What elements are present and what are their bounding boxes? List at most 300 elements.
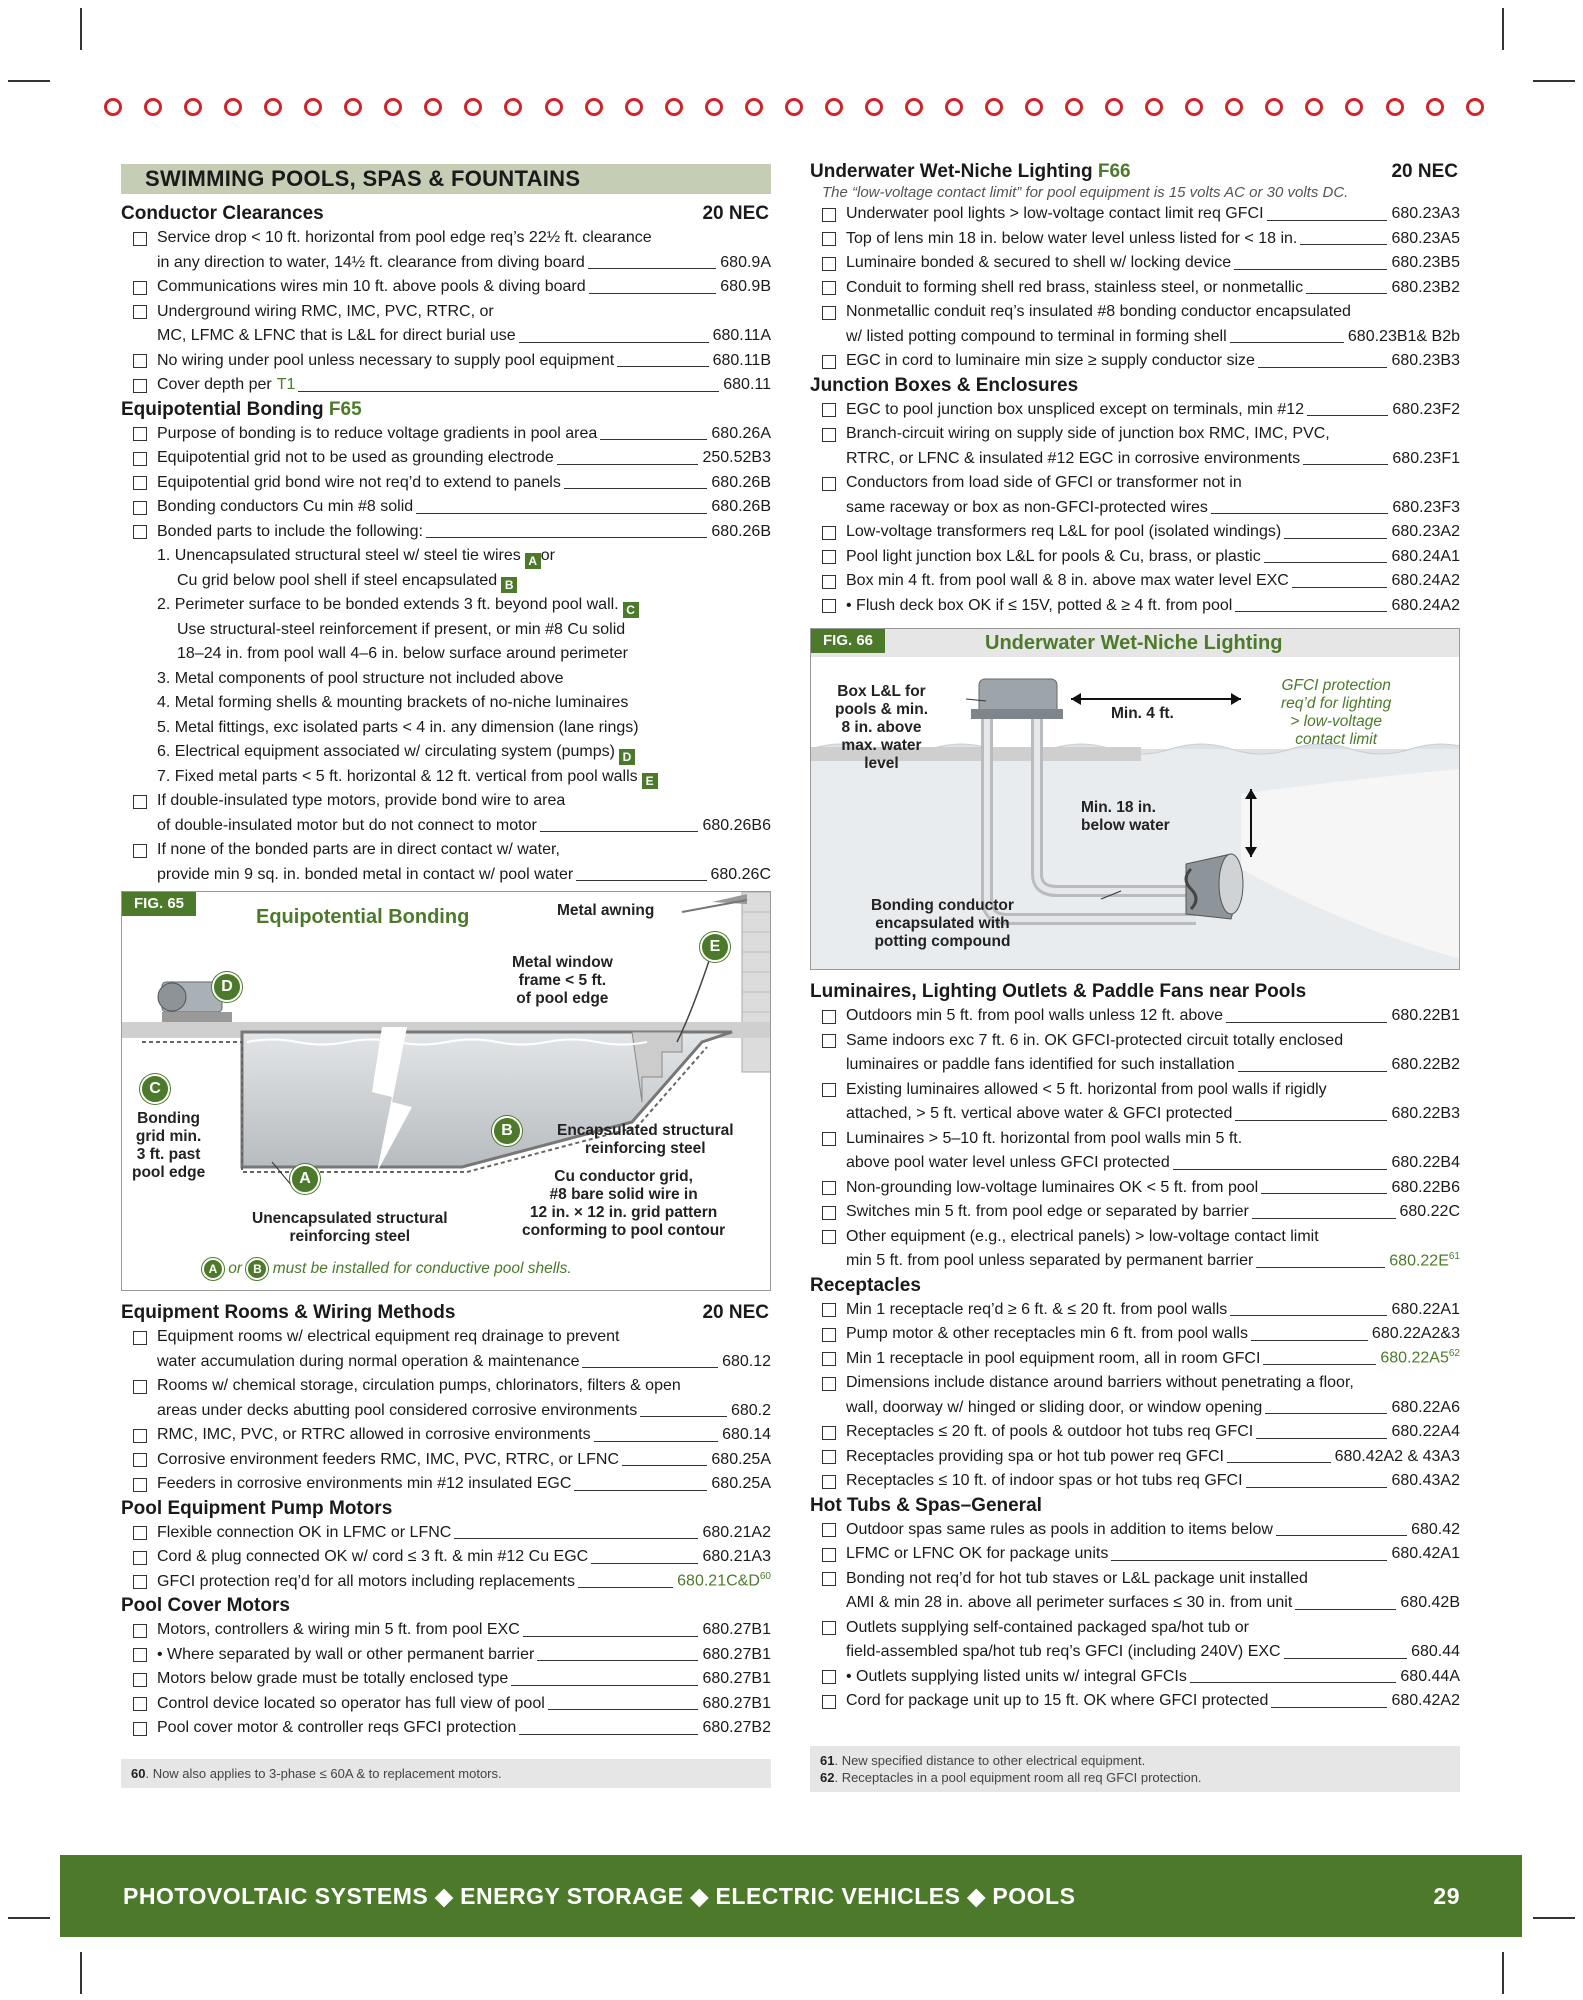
code-reference	[677, 1565, 771, 1594]
item-text: Corrosive environment feeders RMC, IMC, PVC, RTRC, or LFNC	[157, 1450, 620, 1468]
code-reference	[1400, 1665, 1460, 1690]
checkbox[interactable]	[822, 1572, 836, 1586]
leader-line	[1190, 1682, 1397, 1683]
section-title-pump: Pool Equipment Pump Motors	[121, 1497, 393, 1519]
code-reference	[711, 1472, 771, 1497]
item-text: attached, > 5 ft. vertical above water & GFCI protected	[846, 1105, 1233, 1122]
footer-title: PHOTOVOLTAIC SYSTEMS ◆ ENERGY STORAGE ◆ ELECTRIC VEHICLES ◆ POOLS	[123, 1883, 1076, 1909]
leader-line	[589, 293, 717, 294]
checklist-row	[121, 471, 771, 496]
binder-ring	[304, 98, 322, 116]
receptacles-list	[810, 1298, 1460, 1494]
code-reference-text: 680.24A2	[1391, 596, 1460, 614]
code-reference	[1391, 1420, 1460, 1445]
code-reference-text: 680.27B1	[702, 1670, 771, 1687]
label-min-18in: Min. 18 in. below water	[1081, 799, 1170, 834]
item-text: 1. Unencapsulated structural steel w/ steel tie wires	[157, 547, 521, 564]
code-reference-text: 680.22B4	[1391, 1154, 1460, 1171]
footnote-ref: 61	[1448, 1250, 1460, 1262]
checkbox[interactable]	[822, 1695, 836, 1709]
checkbox[interactable]	[133, 281, 147, 295]
code-reference-text: 680.24A2	[1391, 572, 1460, 589]
code-reference	[731, 1399, 771, 1424]
checkbox[interactable]	[133, 1478, 147, 1492]
item-text: Service drop < 10 ft. horizontal from pool edge req’s 22½ ft. clearance	[157, 229, 652, 246]
checklist-row	[810, 1102, 1460, 1127]
code-reference-text: 680.42A2	[1391, 1692, 1460, 1709]
crop-mark	[1533, 80, 1575, 82]
item-text: • Outlets supplying listed units w/ integral GFCIs	[846, 1667, 1187, 1685]
checkbox[interactable]	[822, 257, 836, 271]
leader-line	[1246, 1487, 1388, 1488]
checklist-row	[121, 789, 771, 814]
footnote	[820, 1752, 1450, 1769]
leader-line	[540, 831, 699, 832]
checklist-row	[810, 422, 1460, 447]
checkbox[interactable]	[133, 1673, 147, 1687]
leader-line	[1211, 513, 1388, 514]
checkbox[interactable]	[133, 795, 147, 809]
junction-list	[810, 398, 1460, 619]
code-reference	[1391, 349, 1460, 374]
item-text: Cord & plug connected OK w/ cord ≤ 3 ft. & min #12 Cu EGC	[157, 1548, 589, 1565]
checklist-row	[121, 691, 771, 716]
label-bonding-conductor: Bonding conductor encapsulated with potting compound	[871, 897, 1014, 950]
figure-tab: FIG. 65	[122, 892, 196, 916]
code-reference-text: 680.25A	[711, 1475, 771, 1492]
item-text: provide min 9 sq. in. bonded metal in contact w/ pool water	[157, 865, 574, 883]
checklist-row	[810, 1445, 1460, 1470]
checkbox[interactable]	[822, 1450, 836, 1464]
binder-ring	[1386, 98, 1404, 116]
code-reference	[1391, 1004, 1460, 1029]
checkbox[interactable]	[822, 428, 836, 442]
checklist-row	[810, 594, 1460, 619]
checkbox[interactable]	[133, 844, 147, 858]
leader-line	[548, 1709, 699, 1710]
checkbox[interactable]	[822, 1206, 836, 1220]
item-text: Dimensions include distance around barriers without penetrating a floor,	[846, 1374, 1354, 1391]
footnote	[820, 1769, 1450, 1786]
checklist-row	[810, 1542, 1460, 1567]
checkbox[interactable]	[133, 452, 147, 466]
leader-line	[1230, 1315, 1387, 1316]
item-text: 5. Metal fittings, exc isolated parts < 4 in. any dimension (lane rings)	[157, 718, 639, 736]
checkbox[interactable]	[822, 575, 836, 589]
checkbox[interactable]	[822, 306, 836, 320]
page-number: 29	[1433, 1883, 1460, 1909]
checklist-row	[121, 1399, 771, 1424]
checkbox[interactable]	[822, 1523, 836, 1537]
code-reference-text: 680.21C&D	[677, 1572, 760, 1590]
leader-line	[640, 1416, 727, 1417]
code-reference	[711, 471, 771, 496]
code-reference	[1391, 251, 1460, 276]
checkbox[interactable]	[822, 1010, 836, 1024]
checklist-row	[810, 1151, 1460, 1176]
item-text: areas under decks abutting pool considered corrosive environments	[157, 1401, 638, 1419]
checklist-row	[810, 1004, 1460, 1029]
code-reference-text: 680.26B	[711, 522, 771, 540]
leader-line	[600, 439, 707, 440]
checkbox[interactable]	[822, 1034, 836, 1048]
checkbox[interactable]	[822, 232, 836, 246]
item-text: Flexible connection OK in LFMC or LFNC	[157, 1523, 452, 1541]
checklist-row	[121, 1618, 771, 1643]
crop-mark	[8, 80, 50, 82]
code-reference-text: 680.23F3	[1392, 498, 1460, 516]
marker-a: A	[290, 1164, 320, 1194]
checkbox[interactable]	[133, 1722, 147, 1736]
code-reference	[1391, 1151, 1460, 1176]
checklist-row	[810, 1176, 1460, 1201]
section-title-equipment: Equipment Rooms & Wiring Methods 20 NEC	[121, 1302, 769, 1323]
item-text: Low-voltage transformers req L&L for pool (isolated windings)	[846, 523, 1282, 540]
leader-line	[1276, 1535, 1407, 1536]
checkbox[interactable]	[133, 1453, 147, 1467]
checklist-row	[810, 1298, 1460, 1323]
checkbox[interactable]	[822, 1083, 836, 1097]
checkbox[interactable]	[822, 1328, 836, 1342]
code-reference-text: 680.12	[722, 1352, 771, 1370]
item-text: RMC, IMC, PVC, or RTRC allowed in corrosive environments	[157, 1426, 591, 1443]
item-text: 4. Metal forming shells & mounting brackets of no-niche luminaires	[157, 694, 629, 711]
code-reference-text: 680.21A2	[702, 1523, 771, 1541]
checkbox[interactable]	[133, 525, 147, 539]
checkbox[interactable]	[133, 427, 147, 441]
code-reference-text: 680.22B2	[1391, 1056, 1460, 1073]
code-reference-text: 680.22B3	[1391, 1105, 1460, 1122]
code-reference	[723, 373, 771, 398]
binder-ring	[224, 98, 242, 116]
figure-caption: A or B must be installed for conductive pool shells.	[202, 1258, 572, 1280]
checkbox[interactable]	[822, 1132, 836, 1146]
checkbox[interactable]	[133, 1551, 147, 1565]
leader-line	[1251, 1340, 1368, 1341]
checklist-row	[810, 1469, 1460, 1494]
checkbox[interactable]	[133, 354, 147, 368]
code-reference-text: 680.2	[730, 1401, 771, 1419]
item-text: of double-insulated motor but do not connect to motor	[157, 816, 537, 834]
footnote-ref: 60	[759, 1571, 771, 1583]
leader-line	[1265, 1413, 1387, 1414]
checkbox[interactable]	[822, 550, 836, 564]
checklist-row	[810, 1591, 1460, 1616]
footnote-number: 62	[820, 1769, 835, 1785]
checklist-row	[121, 863, 771, 888]
item-text: Nonmetallic conduit req’s insulated #8 bonding conductor encapsulated	[846, 303, 1351, 320]
checkbox[interactable]	[822, 1230, 836, 1244]
item-text: No wiring under pool unless necessary to supply pool equipment	[157, 351, 615, 369]
item-text: MC, LFMC & LFNC that is L&L for direct burial use	[157, 327, 516, 344]
item-text: 6. Electrical equipment associated w/ circulating system (pumps)	[157, 743, 615, 760]
code-reference	[722, 1423, 771, 1448]
code-reference-text: 680.23B5	[1391, 254, 1460, 271]
checkbox[interactable]	[133, 1429, 147, 1443]
checkbox[interactable]	[133, 1575, 147, 1589]
checklist-row	[121, 1570, 771, 1595]
leader-line	[1292, 587, 1388, 588]
checkbox[interactable]	[822, 526, 836, 540]
code-reference-text: 680.23B2	[1391, 278, 1460, 296]
marker-e: E	[700, 932, 730, 962]
footnote-number: 61	[820, 1752, 835, 1768]
code-reference	[722, 1350, 771, 1375]
binder-ring	[504, 98, 522, 116]
binder-ring	[585, 98, 603, 116]
item-text: EGC in cord to luminaire min size ≥ supply conductor size	[846, 352, 1255, 369]
crop-mark	[1502, 8, 1504, 50]
item-text: Pump motor & other receptacles min 6 ft. from pool walls	[846, 1325, 1248, 1342]
checklist-row	[810, 1518, 1460, 1543]
checklist-row	[121, 1350, 771, 1375]
binder-ring	[1145, 98, 1163, 116]
checklist-row	[121, 716, 771, 741]
figure-65	[121, 891, 771, 1291]
item-text: water accumulation during normal operation & maintenance	[157, 1352, 580, 1370]
item-text: Min 1 receptacle in pool equipment room, all in room GFCI	[846, 1349, 1261, 1367]
item-text: • Flush deck box OK if ≤ 15V, potted & ≥ 4 ft. from pool	[846, 596, 1233, 614]
checklist-row	[810, 1371, 1460, 1396]
item-text: AMI & min 28 in. above all perimeter surfaces ≤ 30 in. from unit	[846, 1594, 1293, 1611]
code-reference	[1391, 594, 1460, 619]
footnote-number: 60	[131, 1765, 146, 1781]
section-title-bonding: Equipotential Bonding F65	[121, 398, 362, 420]
checklist-row	[121, 1667, 771, 1692]
binder-ring	[104, 98, 122, 116]
code-reference	[1391, 1053, 1460, 1078]
checkbox[interactable]	[133, 1380, 147, 1394]
checkbox[interactable]	[133, 305, 147, 319]
code-reference	[1348, 325, 1460, 350]
code-reference-text: 680.23A2	[1391, 523, 1460, 540]
leader-line	[1227, 1462, 1331, 1463]
label-metal-awning: Metal awning	[557, 902, 655, 919]
checklist-row	[810, 569, 1460, 594]
code-reference-text: 680.22E	[1389, 1252, 1449, 1269]
marker-b: B	[246, 1258, 268, 1280]
item-text: Underground wiring RMC, IMC, PVC, RTRC, or	[157, 302, 494, 320]
checkbox[interactable]	[822, 355, 836, 369]
checklist-row	[810, 1127, 1460, 1152]
binder-ring	[1466, 98, 1484, 116]
code-reference	[702, 1618, 771, 1643]
code-reference-text: 680.22A5	[1380, 1349, 1449, 1367]
leader-line	[1263, 1364, 1376, 1365]
code-reference-text: 680.44A	[1400, 1667, 1460, 1685]
checklist-row	[810, 1420, 1460, 1445]
binder-ring	[625, 98, 643, 116]
binder-ring	[184, 98, 202, 116]
checkbox[interactable]	[822, 1670, 836, 1684]
item-text: Same indoors exc 7 ft. 6 in. OK GFCI-protected circuit totally enclosed	[846, 1031, 1344, 1049]
checkbox[interactable]	[133, 1624, 147, 1638]
equipment-list	[121, 1325, 771, 1497]
checkbox[interactable]	[133, 232, 147, 246]
footnote	[131, 1765, 761, 1782]
code-reference	[713, 349, 771, 374]
checkbox[interactable]	[822, 1377, 836, 1391]
binder-ring	[1225, 98, 1243, 116]
item-text: Outdoor spas same rules as pools in addition to items below	[846, 1520, 1273, 1538]
figure-tab: FIG. 66	[811, 629, 885, 653]
section-title-cover: Pool Cover Motors	[121, 1595, 290, 1616]
leader-line	[574, 1490, 707, 1491]
checkbox[interactable]	[133, 379, 147, 393]
leader-line	[1238, 1071, 1388, 1072]
checklist-row	[121, 593, 771, 618]
leader-line	[416, 513, 707, 514]
checklist-row	[121, 814, 771, 839]
code-reference-text: 680.22B1	[1391, 1007, 1460, 1024]
leader-line	[454, 1538, 698, 1539]
leader-line	[1303, 464, 1388, 465]
footnote-text: . New specified distance to other electrical equipment.	[834, 1752, 1146, 1768]
leader-line	[1234, 269, 1387, 270]
item-text: w/ listed potting compound to terminal in forming shell	[846, 327, 1227, 345]
leader-line	[564, 488, 708, 489]
label-min-4ft: Min. 4 ft.	[1111, 705, 1174, 722]
item-text: Box min 4 ft. from pool wall & 8 in. above max water level EXC	[846, 572, 1289, 589]
item-text: Receptacles ≤ 20 ft. of pools & outdoor hot tubs req GFCI	[846, 1423, 1254, 1440]
label-unencapsulated: Unencapsulated structural reinforcing steel	[252, 1210, 448, 1245]
item-text: Pool cover motor & controller reqs GFCI protection	[157, 1719, 517, 1736]
checkbox[interactable]	[822, 1181, 836, 1195]
code-reference-text: 680.22C	[1399, 1203, 1460, 1220]
right-column	[810, 160, 1460, 1792]
checklist-row	[121, 251, 771, 276]
checklist-row	[121, 349, 771, 374]
item-text: Motors below grade must be totally enclosed type	[157, 1670, 509, 1687]
checklist-row	[810, 496, 1460, 521]
checkbox[interactable]	[133, 476, 147, 490]
code-reference	[702, 446, 771, 471]
code-reference	[1400, 1200, 1461, 1225]
checklist-row	[810, 1029, 1460, 1054]
checklist-row	[810, 1053, 1460, 1078]
label-metal-window: Metal window frame < 5 ft. of pool edge	[512, 954, 613, 1007]
binder-ring	[745, 98, 763, 116]
checkbox[interactable]	[133, 501, 147, 515]
binder-ring	[865, 98, 883, 116]
table-ref: T1	[276, 376, 296, 393]
binder-ring	[1426, 98, 1444, 116]
item-text: LFMC or LFNC OK for package units	[846, 1545, 1109, 1562]
checklist-row	[121, 446, 771, 471]
checklist-row	[810, 1322, 1460, 1347]
checklist-row	[810, 325, 1460, 350]
marker-a: A	[525, 553, 541, 569]
footnote-ref: 62	[1448, 1348, 1460, 1360]
low-voltage-note: The “low-voltage contact limit” for pool equipment is 15 volts AC or 30 volts DC.	[822, 184, 1349, 201]
checkbox[interactable]	[822, 599, 836, 613]
pump-list	[121, 1521, 771, 1595]
section-title-receptacles: Receptacles	[810, 1274, 921, 1296]
checkbox[interactable]	[133, 1697, 147, 1711]
code-reference	[1391, 1689, 1460, 1714]
checklist-row	[121, 373, 771, 398]
code-reference	[1380, 1342, 1460, 1371]
item-text: Motors, controllers & wiring min 5 ft. from pool EXC	[157, 1621, 520, 1638]
code-reference	[1391, 569, 1460, 594]
code-reference	[711, 495, 771, 520]
wetniche-list	[810, 202, 1460, 374]
page-banner: SWIMMING POOLS, SPAS & FOUNTAINS	[121, 164, 771, 194]
item-text: Outlets supplying self-contained packaged spa/hot tub or	[846, 1618, 1249, 1636]
crop-mark	[80, 1952, 82, 1994]
item-text: 2. Perimeter surface to be bonded extends 3 ft. beyond pool wall.	[157, 596, 619, 613]
checkbox[interactable]	[133, 1331, 147, 1345]
code-reference	[1411, 1518, 1460, 1543]
code-reference	[711, 422, 771, 447]
checkbox[interactable]	[822, 477, 836, 491]
checkbox[interactable]	[822, 1426, 836, 1440]
code-reference-text: 680.23B1& B2b	[1347, 327, 1460, 345]
checkbox[interactable]	[133, 1526, 147, 1540]
code-reference	[1391, 276, 1460, 301]
code-reference-text: 250.52B3	[702, 449, 771, 466]
footnote-text: . Receptacles in a pool equipment room all req GFCI protection.	[834, 1769, 1202, 1785]
checkbox[interactable]	[822, 403, 836, 417]
leader-line	[576, 880, 706, 881]
checkbox[interactable]	[133, 1648, 147, 1662]
item-text: Communications wires min 10 ft. above pools & diving board	[157, 278, 586, 295]
item-text: Cu grid below pool shell if steel encapsulated	[177, 571, 498, 589]
marker-b: B	[501, 577, 517, 593]
checkbox[interactable]	[822, 1303, 836, 1317]
checklist-row	[121, 1521, 771, 1546]
code-reference-text: 680.24A1	[1391, 547, 1460, 565]
item-text: 7. Fixed metal parts < 5 ft. horizontal & 12 ft. vertical from pool walls	[157, 767, 638, 785]
code-reference	[1391, 1396, 1460, 1421]
checkbox[interactable]	[822, 1475, 836, 1489]
checklist-row	[121, 1716, 771, 1741]
item-text: RTRC, or LFNC & insulated #12 EGC in corrosive environments	[846, 449, 1301, 467]
marker-e: E	[642, 773, 658, 789]
binder-ring	[264, 98, 282, 116]
leader-line	[1261, 1193, 1387, 1194]
checkbox[interactable]	[822, 281, 836, 295]
checkbox[interactable]	[822, 1621, 836, 1635]
checklist-row	[810, 1689, 1460, 1714]
checklist-row	[121, 1643, 771, 1668]
code-reference-text: 680.22A1	[1391, 1300, 1460, 1318]
code-reference-text: 680.23F2	[1392, 400, 1460, 418]
code-reference-text: 680.14	[722, 1426, 771, 1443]
code-reference-text: 680.23A5	[1391, 229, 1460, 247]
item-text: same raceway or box as non-GFCI-protected wires	[846, 498, 1208, 516]
label-gfci: GFCI protection req’d for lighting > low-voltage contact limit	[1281, 677, 1392, 748]
leader-line	[1230, 342, 1344, 343]
item-text: min 5 ft. from pool unless separated by permanent barrier	[846, 1252, 1254, 1269]
leader-line	[426, 537, 707, 538]
item-text: in any direction to water, 14½ ft. clearance from diving board	[157, 253, 585, 271]
checkbox[interactable]	[822, 1352, 836, 1366]
checklist-row	[121, 275, 771, 300]
checkbox[interactable]	[822, 208, 836, 222]
section-title-wetniche: Underwater Wet-Niche Lighting F66 20 NEC	[810, 161, 1458, 182]
checklist-row	[810, 1616, 1460, 1641]
checkbox[interactable]	[822, 1548, 836, 1562]
code-reference-text: 680.42	[1411, 1520, 1460, 1538]
leader-line	[588, 268, 716, 269]
code-reference-text: 680.11B	[712, 351, 771, 369]
checklist-row	[121, 1448, 771, 1473]
checklist-row	[121, 300, 771, 325]
code-reference	[1391, 1542, 1460, 1567]
code-reference-text: 680.9B	[720, 278, 771, 295]
section-title-conductor: Conductor Clearances 20 NEC	[121, 203, 769, 224]
